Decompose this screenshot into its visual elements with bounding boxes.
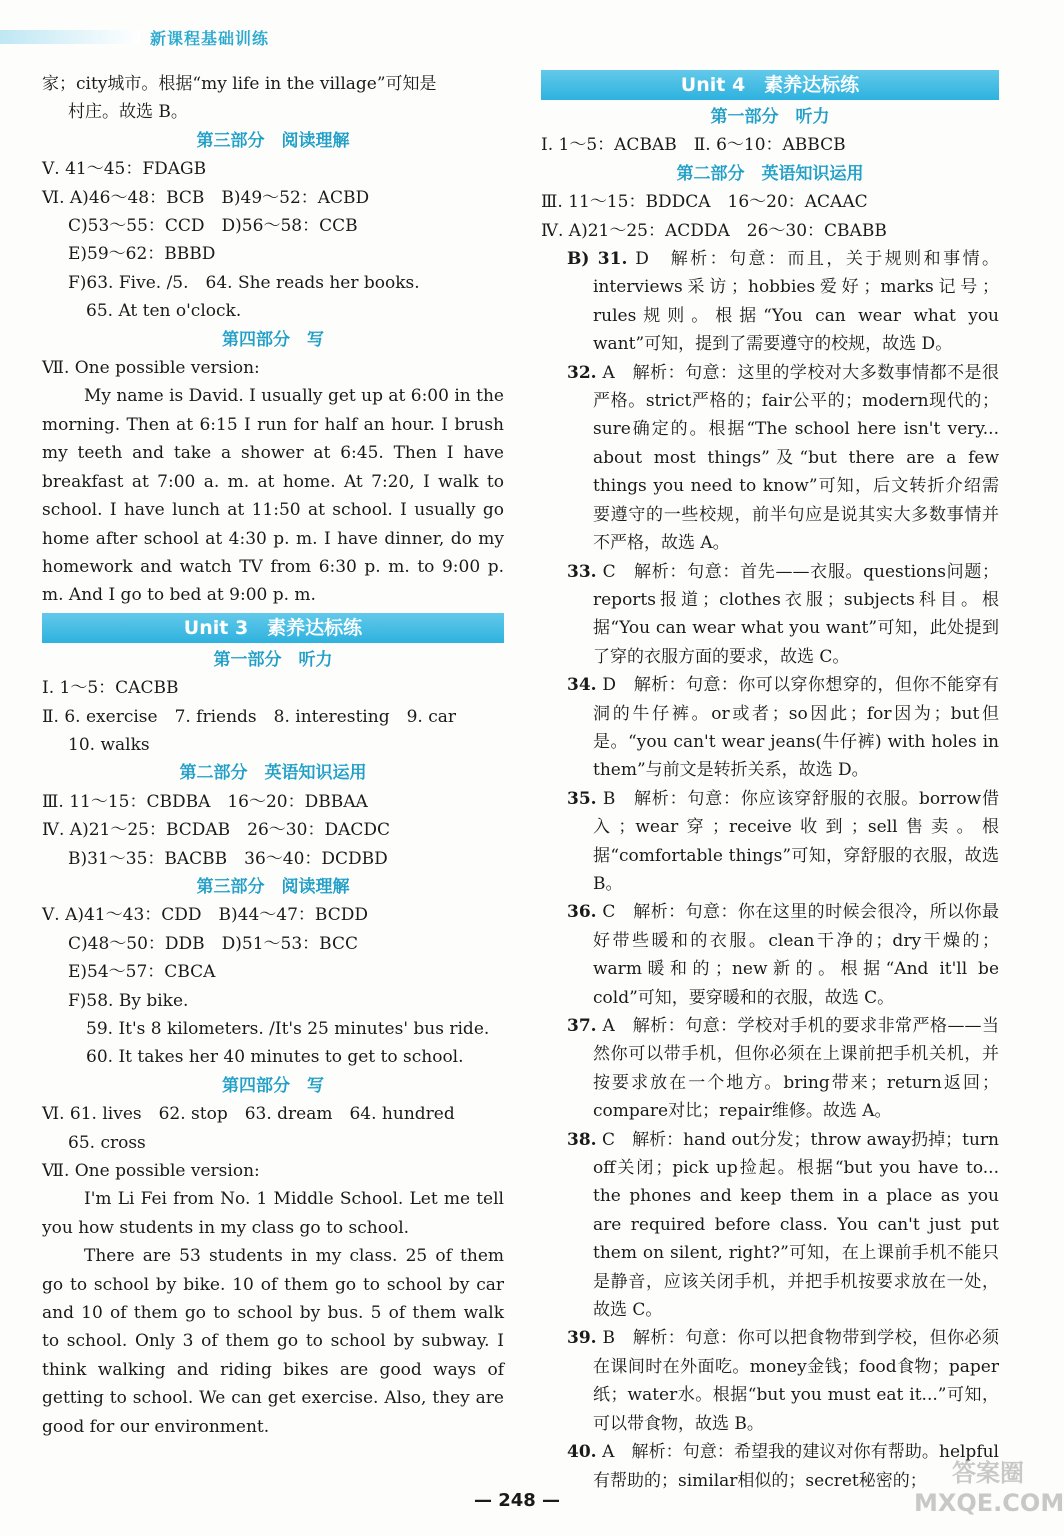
item-number: 35. (567, 788, 597, 809)
item-number: 39. (567, 1328, 597, 1349)
section-heading: 第三部分 阅读理解 (196, 876, 350, 897)
unit3-banner: Unit 3 素养达标练 (42, 613, 504, 643)
answer-line: Ⅶ. One possible version: (42, 358, 260, 379)
text-line: 家；city城市。根据“my life in the village”可知是 (42, 74, 437, 94)
answer-line: 60. It takes her 40 minutes to get to school. (86, 1047, 464, 1068)
item-number: 32. (567, 362, 597, 383)
item-text: B 解析：句意：你可以把食物带到学校，但你必须在课间时在外面吃。money金钱；food食物；paper纸；water水。根据“but you must eat it...”可知，可以带食物，故选 B。 (593, 1328, 1000, 1434)
answer-line: 10. walks (68, 734, 150, 755)
header (0, 0, 300, 48)
answer-line: Ⅴ. A)41～43：CDD B)44～47：BCDD (42, 905, 368, 926)
section-heading: 第三部分 阅读理解 (196, 130, 350, 151)
answer-line: B)31～35：BACBB 36～40：DCDBD (68, 848, 388, 869)
item-text: D 解析：句意：而且，关于规则和事情。interviews采访；hobbies爱好；marks记号；rules规则。根据“You can wear what you want”可知，提到了需要遵守的校规，故选 D。 (593, 249, 999, 355)
item-number: B) 31. (567, 249, 628, 270)
right-column (541, 70, 999, 1495)
item-number: 38. (567, 1129, 597, 1150)
answer-line: Ⅳ. A)21～25：BCDAB 26～30：DACDC (42, 820, 390, 841)
section-heading: 第四部分 写 (222, 329, 324, 350)
answer-line: Ⅱ. 6. exercise 7. friends 8. interesting 9. car (42, 706, 456, 727)
explanation-item (541, 1324, 999, 1438)
item-number: 37. (567, 1016, 597, 1036)
item-text: A 解析：句意：这里的学校对大多数事情都不是很严格。strict严格的；fair公平的；modern现代的；sure确定的。根据“The school here isn't very... about most things”及“but there are a few things you need to know”可知，后文转折介绍需要遵守的一些校规，前半句应是说其实大多数事情并不严格，故选 A。 (593, 362, 999, 554)
answer-line: Ⅵ. 61. lives 62. stop 63. dream 64. hundred (42, 1104, 455, 1125)
item-number: 36. (567, 902, 597, 923)
item-text: C 解析：hand out分发；throw away扔掉；turn off关闭；pick up捡起。根据“but you have to... the phones and keep them in a place as you are required before class. You can't just put them on silent, right?”可知，在上课前手机不能只是静音，应该关闭手机，并把手机按要求放在一处，故选 C。 (593, 1129, 999, 1321)
answer-line: Ⅰ. 1～5：ACBAB Ⅱ. 6～10：ABBCB (541, 135, 846, 156)
answer-line: 65. At ten o'clock. (86, 301, 242, 322)
answer-line: Ⅵ. A)46～48：BCB B)49～52：ACBD (42, 187, 370, 208)
unit4-banner: Unit 4 素养达标练 (541, 70, 999, 100)
answer-line: F)63. Five. /5. 64. She reads her books. (68, 272, 420, 293)
answer-line: E)59～62：BBBD (68, 244, 216, 265)
section-heading: 第一部分 听力 (710, 107, 830, 127)
section-heading: 第一部分 听力 (213, 649, 333, 670)
item-text: C 解析：句意：你在这里的时候会很冷，所以你最好带些暖和的衣服。clean干净的；dry干燥的；warm暖和的；new新的。根据“And it'll be cold”可知，要穿暖和的衣服，故选 C。 (593, 902, 999, 1008)
answer-line: F)58. By bike. (68, 990, 189, 1011)
answer-line: E)54～57：CBCA (68, 962, 216, 983)
item-number: 34. (567, 675, 597, 696)
explanation-item (541, 1126, 999, 1325)
explanation-item (541, 1012, 999, 1126)
left-column (42, 70, 504, 1441)
answer-line: C)53～55：CCD D)56～58：CCB (68, 216, 358, 237)
explanation-item (541, 671, 999, 785)
item-text: C 解析：句意：首先——衣服。questions问题；reports报道；clothes衣服；subjects科目。根据“You can wear what you want”可知，此处提到了穿的衣服方面的要求，故选 C。 (593, 561, 999, 667)
explanation-item (541, 558, 999, 672)
answer-line: Ⅳ. A)21～25：ACDDA 26～30：CBABB (541, 220, 887, 241)
explanation-item (541, 898, 999, 1012)
answer-line: Ⅰ. 1～5：CACBB (42, 678, 179, 699)
answer-line: Ⅴ. 41～45：FDAGB (42, 159, 207, 180)
essay-paragraph: My name is David. I usually get up at 6:00 in the morning. Then at 6:15 I run for half an hour. I brush my teeth and take a shower at 6:45. Then I have breakfast at 7:00 a. m. at home. At 7:20, I walk to school. I have lunch at 11:50 at school. I usually go home after school at 4:30 p. m. I have dinner, do my homework and watch TV from 6:30 p. m. to 9:00 p. m. And I go to bed at 9:00 p. m. (42, 386, 504, 606)
header-strip (0, 30, 140, 44)
answer-line: Ⅲ. 11～15：CBDBA 16～20：DBBAA (42, 791, 368, 812)
answer-line: 65. cross (68, 1132, 146, 1153)
essay-paragraph: I'm Li Fei from No. 1 Middle School. Let me tell you how students in my class go to school. (42, 1189, 504, 1238)
explanation-item (541, 785, 999, 899)
item-text: D 解析：句意：你可以穿你想穿的，但你不能穿有洞的牛仔裤。or或者；so因此；for因为；but但是。“you can't wear jeans(牛仔裤) with holes in them”与前文是转折关系，故选 D。 (593, 675, 999, 781)
brand-title: 新课程基础训练 (150, 29, 270, 48)
watermark-logo: 答案圈 MXQE.COM (914, 1459, 1064, 1517)
answer-line: 59. It's 8 kilometers. /It's 25 minutes' bus ride. (86, 1019, 490, 1039)
item-text: A 解析：句意：希望我的建议对你有帮助。helpful有帮助的；similar相似的；secret秘密的； (593, 1442, 999, 1491)
item-number: 33. (567, 561, 597, 582)
section-heading: 第二部分 英语知识运用 (179, 763, 367, 784)
item-text: A 解析：句意：学校对手机的要求非常严格——当然你可以带手机，但你必须在上课前把手机关机，并按要求放在一个地方。bring带来；return返回；compare对比；repair维修。故选 A。 (593, 1016, 1000, 1122)
item-text: B 解析：句意：你应该穿舒服的衣服。borrow借入；wear穿；receive收到；sell售卖。根据“comfortable things”可知，穿舒服的衣服，故选 B。 (593, 788, 1000, 894)
answer-line: Ⅲ. 11～15：BDDCA 16～20：ACAAC (541, 192, 868, 213)
answer-line: Ⅶ. One possible version: (42, 1161, 260, 1182)
answer-line: C)48～50：DDB D)51～53：BCC (68, 933, 359, 954)
section-heading: 第四部分 写 (222, 1075, 324, 1096)
page-number: — 248 — (473, 1490, 561, 1511)
section-heading: 第二部分 英语知识运用 (676, 163, 864, 184)
essay-paragraph: There are 53 students in my class. 25 of them go to school by bike. 10 of them go to school by car and 10 of them go to school by bus. 5 of them walk to school. Only 3 of them go to school by subway. I think walking and riding bikes are good ways of getting to school. We can get exercise. Also, they are good for our environment. (42, 1246, 504, 1437)
explanation-item (541, 245, 999, 359)
explanation-item (541, 359, 999, 558)
text-line: 村庄。故选 B。 (68, 102, 188, 123)
item-number: 40. (567, 1442, 597, 1463)
